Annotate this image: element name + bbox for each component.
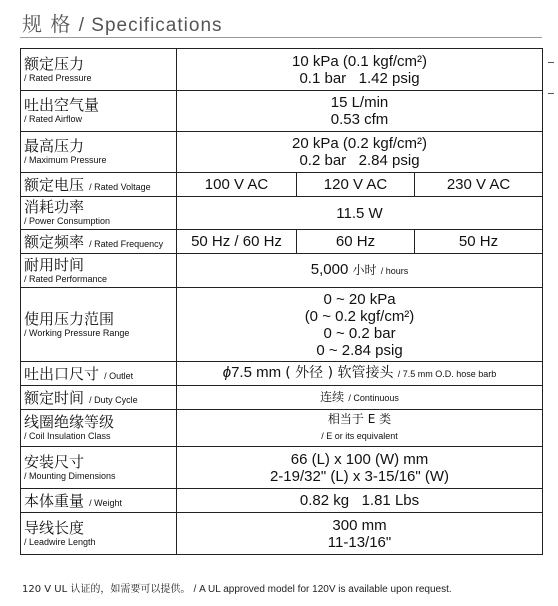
- value-cell: 50 Hz: [415, 230, 543, 254]
- value-cell: [177, 254, 543, 288]
- label-zh: 额定时间: [24, 389, 85, 407]
- label-zh: 消耗功率: [24, 198, 85, 216]
- diameter-symbol: ϕ: [222, 364, 232, 381]
- value-cell: 60 Hz: [297, 230, 415, 254]
- value-line: 0.1 bar 1.42 psig: [299, 69, 420, 87]
- value-cell: [177, 513, 543, 555]
- label-en: / Rated Voltage: [89, 182, 151, 192]
- value-zh: 连续: [320, 390, 345, 404]
- title-divider: [20, 37, 542, 38]
- label-zh: 最高压力: [24, 137, 85, 155]
- footnote-en: / A UL approved model for 120V is available upon request.: [193, 584, 452, 595]
- label-en: / Maximum Pressure: [24, 155, 107, 165]
- label-zh: 耐用时间: [24, 255, 85, 274]
- label-cell: [21, 91, 177, 132]
- label-cell: [21, 197, 177, 230]
- label-en: / Rated Pressure: [24, 72, 92, 83]
- label-zh: 额定电压: [24, 176, 85, 194]
- value-line: 300 mm: [332, 516, 387, 534]
- label-cell: [21, 254, 177, 288]
- value-cell: [177, 288, 543, 362]
- value-zh: 相当于 E 类: [327, 412, 392, 426]
- label-zh: 线圈绝缘等级: [24, 413, 115, 431]
- row-outlet: [21, 362, 543, 386]
- title-zh: 规 格: [22, 12, 72, 36]
- label-zh: 使用压力范围: [24, 309, 115, 328]
- value-line: 0 ~ 20 kPa: [323, 290, 396, 308]
- page-edge-marks: [548, 62, 558, 124]
- value-en: / 7.5 mm O.D. hose barb: [397, 369, 497, 379]
- label-cell: [21, 173, 177, 197]
- label-cell: [21, 132, 177, 173]
- label-cell: [21, 362, 177, 386]
- value-cell: 100 V AC: [177, 173, 297, 197]
- label-cell: [21, 386, 177, 410]
- value-unit-zh: 小时: [352, 263, 377, 277]
- spec-table: [20, 48, 543, 555]
- label-zh: 额定压力: [24, 54, 85, 73]
- row-rated-voltage: [21, 173, 543, 197]
- label-en: / Coil Insulation Class: [24, 431, 111, 441]
- label-en: / Working Pressure Range: [24, 327, 130, 338]
- page-title: [22, 8, 223, 37]
- footnote-zh: 120 V UL 认证的，如需要可以提供。: [22, 584, 191, 595]
- value-line: 66 (L) x 100 (W) mm: [290, 450, 429, 468]
- label-en: / Rated Airflow: [24, 114, 83, 124]
- row-rated-performance: [21, 254, 543, 288]
- label-cell: [21, 513, 177, 555]
- row-duty-cycle: [21, 386, 543, 410]
- label-en: / Weight: [89, 498, 122, 508]
- label-zh: 安装尺寸: [24, 452, 85, 471]
- label-zh: 导线长度: [24, 518, 85, 537]
- row-rated-pressure: [21, 49, 543, 91]
- row-mounting-dimensions: [21, 447, 543, 489]
- label-cell: [21, 410, 177, 447]
- value-size: 7.5 mm: [231, 364, 282, 381]
- row-coil-insulation: [21, 410, 543, 447]
- label-zh: 吐出空气量: [24, 96, 100, 114]
- value-line: 2-19/32" (L) x 3-15/16" (W): [269, 467, 450, 485]
- row-max-pressure: [21, 132, 543, 173]
- label-zh: 额定频率: [24, 233, 85, 251]
- value-cell: 11.5 W: [177, 197, 543, 230]
- value-cell: 50 Hz / 60 Hz: [177, 230, 297, 254]
- value-line: 20 kPa (0.2 kgf/cm²): [291, 135, 428, 152]
- value-zh: ( 外径 ) 软管接头: [285, 365, 394, 381]
- value-line: 11-13/16": [327, 533, 392, 551]
- row-leadwire-length: [21, 513, 543, 555]
- label-cell: [21, 447, 177, 489]
- value-cell: 0.82 kg 1.81 Lbs: [177, 489, 543, 513]
- footnote: [22, 580, 452, 595]
- label-cell: [21, 288, 177, 362]
- value-line: 15 L/min: [330, 94, 389, 111]
- row-rated-airflow: [21, 91, 543, 132]
- row-working-pressure-range: [21, 288, 543, 362]
- label-en: / Rated Frequency: [89, 239, 164, 249]
- value-line: 0.2 bar 2.84 psig: [299, 152, 420, 169]
- label-zh: 吐出口尺寸: [24, 365, 100, 383]
- value-en: / E or its equivalent: [321, 431, 398, 441]
- label-en: / Mounting Dimensions: [24, 470, 116, 481]
- row-rated-frequency: [21, 230, 543, 254]
- label-zh: 本体重量: [24, 492, 85, 510]
- value-line: 10 kPa (0.1 kgf/cm²): [291, 52, 428, 70]
- value-cell: [177, 362, 543, 386]
- value-cell: 120 V AC: [297, 173, 415, 197]
- value-cell: 230 V AC: [415, 173, 543, 197]
- value-cell: [177, 386, 543, 410]
- value-cell: [177, 132, 543, 173]
- label-en: / Outlet: [104, 371, 134, 381]
- label-cell: [21, 230, 177, 254]
- value-line: 0 ~ 2.84 psig: [316, 341, 403, 359]
- value-cell: [177, 49, 543, 91]
- value-line: 0.53 cfm: [330, 111, 389, 128]
- value-line: (0 ~ 0.2 kgf/cm²): [304, 307, 415, 325]
- value-unit-en: / hours: [380, 266, 409, 276]
- label-cell: [21, 489, 177, 513]
- label-en: / Leadwire Length: [24, 536, 96, 547]
- value-en: / Continuous: [348, 393, 399, 403]
- value-cell: [177, 91, 543, 132]
- row-power-consumption: [21, 197, 543, 230]
- label-en: / Duty Cycle: [89, 395, 138, 405]
- value-cell: [177, 447, 543, 489]
- value-number: 5,000: [310, 261, 349, 278]
- title-en: / Specifications: [78, 15, 223, 36]
- label-en: / Power Consumption: [24, 216, 111, 226]
- row-weight: [21, 489, 543, 513]
- value-line: 0 ~ 0.2 bar: [323, 324, 396, 342]
- value-cell: [177, 410, 543, 447]
- label-en: / Rated Performance: [24, 273, 108, 284]
- label-cell: [21, 49, 177, 91]
